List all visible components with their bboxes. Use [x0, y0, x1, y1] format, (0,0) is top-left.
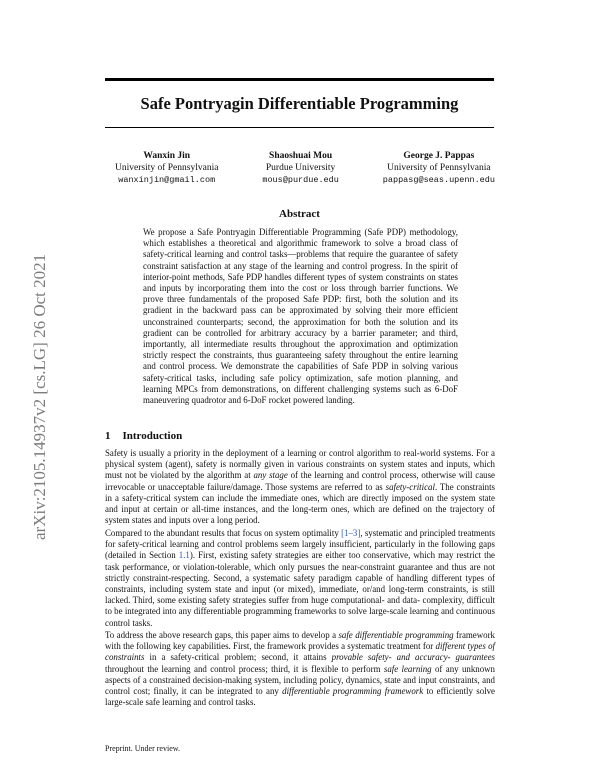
- intro-paragraph-1: [105, 448, 495, 526]
- text-run: in a safety-critical problem; second, it attains: [144, 652, 332, 663]
- text-run: to efficiently solve large-scale safe learning and control tasks.: [105, 686, 495, 708]
- emphasis: any stage: [253, 470, 288, 481]
- arxiv-stamp: arXiv:2105.14937v2 [cs.LG] 26 Oct 2021: [30, 253, 49, 540]
- section-link[interactable]: 1.1: [178, 550, 190, 561]
- author-email: pappasg@seas.upenn.edu: [382, 175, 495, 185]
- emphasis: safety-critical: [385, 481, 435, 492]
- author-name: George J. Pappas: [403, 151, 475, 161]
- author-3: [383, 150, 495, 186]
- author-1: [115, 150, 218, 186]
- author-email: mous@purdue.edu: [262, 175, 339, 185]
- author-affiliation: University of Pennsylvania: [115, 163, 219, 173]
- text-run: of the learning and control process, otherwise will cause irrevocable or unacceptable failure/damage. Those systems are referred to as: [105, 470, 495, 492]
- text-run: Compared to the abundant results that focus on system optimality: [105, 528, 342, 538]
- emphasis: safe learning: [383, 663, 432, 674]
- footnote: Preprint. Under review.: [105, 744, 181, 753]
- abstract-text: We propose a Safe Pontryagin Differentiable Programming (Safe PDP) methodology, which establishes a theoretical and algorithmic framework to solve a broad class of safety-critical learning and control tasks—problems that require the guarantee of safety constraint satisfaction at any stage of the learning and control progress. In the spirit of interior-point methods, Safe PDP handles different types of system constraints on states and inputs by incorporating them into the cost or loss through barrier functions. We prove three fundamentals of the proposed Safe PDP: first, both the solution and its gradient in the backward pass can be approximated by solving their more efficient unconstrained counterparts; second, the approximation for both the solution and its gradient can be controlled for arbitrary accuracy by a barrier parameter; and third, importantly, all intermediate results throughout the approximation and optimization strictly respect the constraints, thus guaranteeing safety throughout the entire learning and control process. We demonstrate the capabilities of Safe PDP in solving various safety-critical tasks, including safe policy optimization, safe motion planning, and learning MPCs from demonstrations, on different challenging systems such as 6-DoF maneuvering quadrotor and 6-DoF rocket powered landing.: [143, 227, 458, 406]
- paper-title: Safe Pontryagin Differentiable Programming: [140, 94, 459, 113]
- author-affiliation: University of Pennsylvania: [387, 163, 491, 173]
- intro-paragraph-2: [105, 528, 495, 629]
- text-run: throughout the learning and control process; third, it is flexible to perform: [105, 663, 384, 674]
- author-email: wanxinjin@gmail.com: [118, 175, 216, 185]
- author-2: [262, 150, 339, 186]
- emphasis: provable safety- and accuracy- guarantees: [331, 652, 495, 663]
- section-number: 1: [105, 430, 111, 442]
- emphasis: differentiable programming framework: [282, 686, 424, 697]
- abstract-heading: Abstract: [279, 208, 320, 220]
- text-run: ). First, existing safety strategies are either too conservative, which may restrict the task performance, or violation-tolerable, which only pursues the near-constraint guarantee and thus are not strictly constraint-respecting. Second, a systematic safety paradigm capable of handling different types of constraints, including system state and input (or mixed), immediate, or/and long-term constraints, is still lacked. Third, some existing safety strategies suffer from huge computational- and data- complexity, difficult to be integrated into any differentiable programming frameworks to solve large-scale learning and continuous control tasks.: [105, 550, 495, 628]
- text-run: Safety is usually a priority in the deployment of a learning or control algorithm to real-world systems. For a physical system (agent), safety is normally given in various constraints on system states and inputs, which must not be violated by the algorithm at: [105, 448, 495, 481]
- author-name: Shaoshuai Mou: [269, 151, 333, 161]
- author-block: [115, 150, 495, 186]
- text-run: framework with the following key capabilities. First, the framework provides a systematic treatment for: [105, 630, 495, 652]
- section-heading: [105, 430, 182, 442]
- title-top-rule: [105, 78, 494, 81]
- section-title: Introduction: [122, 430, 183, 442]
- intro-paragraph-3: [105, 630, 495, 708]
- text-run: , systematic and principled treatments for safety-critical learning and control problems seem largely insufficient, particularly in the following gaps (detailed in Section: [105, 528, 495, 561]
- title-bottom-rule: [105, 127, 494, 128]
- author-name: Wanxin Jin: [143, 151, 191, 161]
- emphasis: different types of constraints: [105, 641, 495, 663]
- author-affiliation: Purdue University: [265, 163, 336, 173]
- text-run: . The constraints in a safety-critical system can include the immediate ones, which are directly imposed on the system state and input at certain or all-time instances, and the long-term ones, which are defined on the trajectory of system states and inputs over a long period.: [105, 481, 495, 526]
- text-run: To address the above research gaps, this paper aims to develop a: [105, 630, 339, 640]
- text-run: of any unknown aspects of a constrained decision-making system, including policy, dynamics, state and input constraints, and control cost; finally, it can be integrated to any: [105, 663, 495, 697]
- citation-link[interactable]: [1–3]: [341, 528, 361, 538]
- emphasis: safe differentiable programming: [338, 630, 454, 640]
